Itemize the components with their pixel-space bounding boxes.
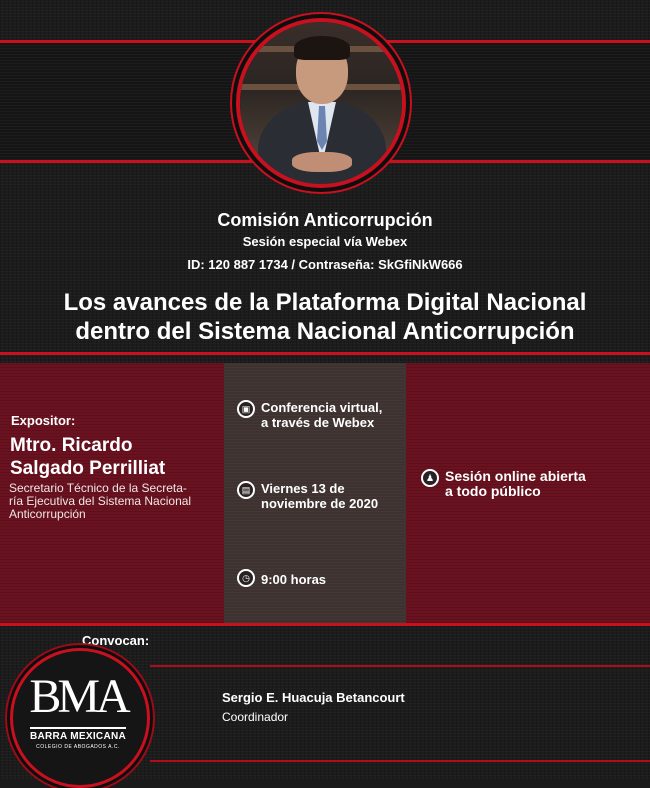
coordinator-name: Sergio E. Huacuja Betancourt bbox=[222, 690, 405, 705]
time-info: ◷ 9:00 horas bbox=[237, 569, 326, 587]
event-title bbox=[0, 288, 650, 346]
coordinator-role: Coordinador bbox=[222, 710, 289, 724]
footer-stripe-2 bbox=[150, 760, 650, 762]
calendar-icon: ▤ bbox=[237, 481, 255, 499]
date-info: ▤ Viernes 13 de noviembre de 2020 bbox=[237, 481, 378, 511]
footer-top-stripe bbox=[0, 623, 650, 626]
bma-logo-letters: BMA bbox=[29, 670, 127, 723]
logo-name: BARRA MEXICANA bbox=[29, 731, 127, 742]
commission-title: Comisión Anticorrupción bbox=[217, 210, 433, 230]
speaker-portrait bbox=[236, 18, 406, 188]
speaker-name: Mtro. Ricardo Salgado Perrilliat bbox=[10, 435, 166, 479]
logo-divider bbox=[30, 727, 126, 729]
speaker-label: Expositor: bbox=[11, 413, 76, 428]
side-fine-print bbox=[637, 430, 645, 600]
footer-stripe-1 bbox=[150, 665, 650, 667]
event-title-line1: Los avances de la Plataforma Digital Nacional bbox=[63, 289, 587, 316]
logo-subtitle: COLEGIO DE ABOGADOS A.C. bbox=[36, 744, 120, 750]
convocan-label: Convocan: bbox=[82, 633, 150, 648]
event-title-line2: dentro del Sistema Nacional Anticorrupción bbox=[75, 318, 575, 345]
access-info: ♟ Sesión online abierta a todo público bbox=[421, 469, 586, 499]
meeting-credentials: ID: 120 887 1734 / Contraseña: SkGfiNkW666 bbox=[187, 257, 463, 272]
clock-icon: ◷ bbox=[237, 569, 255, 587]
speaker-role: Secretario Técnico de la Secreta- ría Ejecutiva del Sistema Nacional Anticorrupción bbox=[9, 481, 192, 521]
session-subtitle: Sesión especial vía Webex bbox=[242, 234, 408, 249]
video-icon: ▣ bbox=[237, 400, 255, 418]
people-icon: ♟ bbox=[421, 469, 439, 487]
mid-top-stripe bbox=[0, 352, 650, 355]
format-info: ▣ Conferencia virtual, a través de Webex bbox=[237, 400, 382, 430]
